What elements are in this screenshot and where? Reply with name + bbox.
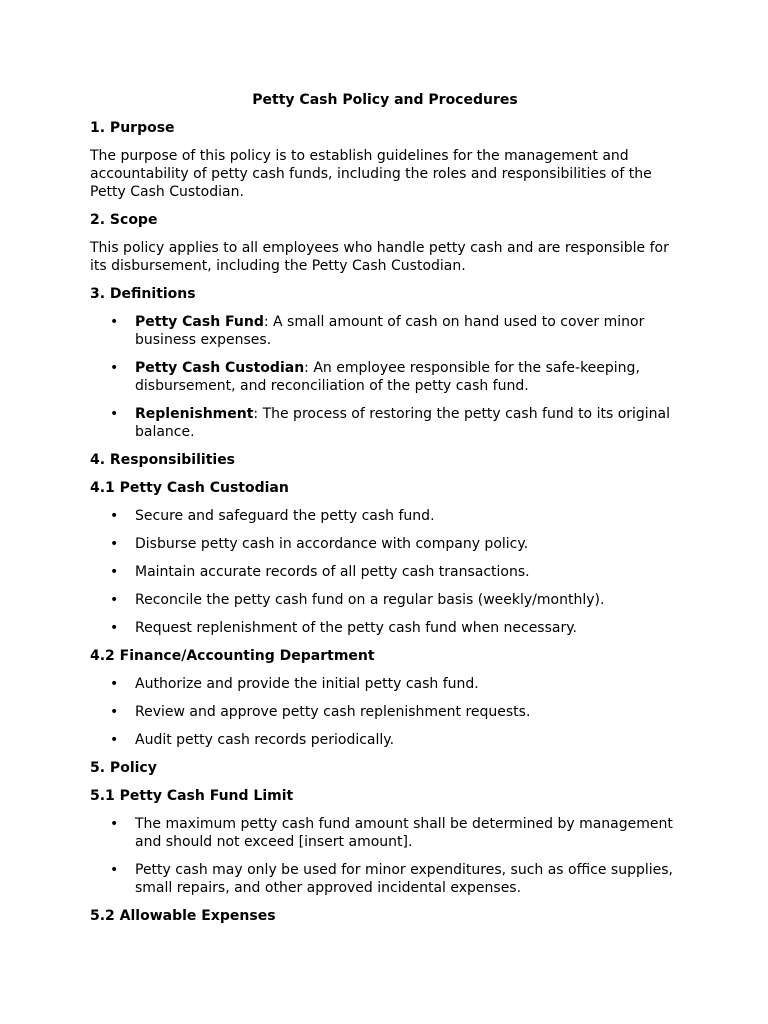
definition-text: : The process of restoring the petty cash fund to its original balance. <box>135 406 671 440</box>
definition-item <box>90 405 680 441</box>
document-title: Petty Cash Policy and Procedures <box>252 92 518 108</box>
list-item-text: Reconcile the petty cash fund on a regular basis (weekly/monthly). <box>135 592 605 608</box>
bullet-icon: • <box>110 816 119 832</box>
list-item-text: Authorize and provide the initial petty cash fund. <box>135 676 479 692</box>
list-item-text: Disburse petty cash in accordance with company policy. <box>135 536 529 552</box>
list-item <box>90 591 680 609</box>
list-item <box>90 703 680 721</box>
finance-responsibilities-list <box>90 675 680 749</box>
definition-term: Replenishment <box>135 406 254 422</box>
definition-term: Petty Cash Custodian <box>135 360 305 376</box>
bullet-icon: • <box>110 862 119 878</box>
list-item <box>90 731 680 749</box>
list-item-text: Petty cash may only be used for minor expenditures, such as office supplies, small repairs, and other approved incidental expenses. <box>135 862 673 896</box>
list-item <box>90 675 680 693</box>
definitions-list <box>90 313 680 441</box>
section-heading-definitions: 3. Definitions <box>90 286 196 302</box>
subsection-heading-custodian: 4.1 Petty Cash Custodian <box>90 480 289 496</box>
list-item-text: Maintain accurate records of all petty cash transactions. <box>135 564 530 580</box>
bullet-icon: • <box>110 360 119 376</box>
section-heading-scope: 2. Scope <box>90 212 158 228</box>
custodian-responsibilities-list <box>90 507 680 637</box>
list-item-text: Audit petty cash records periodically. <box>135 732 395 748</box>
section-heading-responsibilities: 4. Responsibilities <box>90 452 236 468</box>
definition-text: : An employee responsible for the safe-keeping, disbursement, and reconciliation of the petty cash fund. <box>135 360 640 394</box>
definition-item <box>90 313 680 349</box>
subsection-heading-allowable-expenses: 5.2 Allowable Expenses <box>90 908 276 924</box>
bullet-icon: • <box>110 564 119 580</box>
list-item <box>90 861 680 897</box>
subsection-heading-fund-limit: 5.1 Petty Cash Fund Limit <box>90 788 294 804</box>
bullet-icon: • <box>110 314 119 330</box>
bullet-icon: • <box>110 406 119 422</box>
list-item-text: Review and approve petty cash replenishment requests. <box>135 704 531 720</box>
bullet-icon: • <box>110 536 119 552</box>
list-item-text: Request replenishment of the petty cash fund when necessary. <box>135 620 577 636</box>
list-item <box>90 535 680 553</box>
bullet-icon: • <box>110 676 119 692</box>
purpose-paragraph: The purpose of this policy is to establish guidelines for the management and accountability of petty cash funds, including the roles and responsibilities of the Petty Cash Custodian. <box>90 148 652 200</box>
bullet-icon: • <box>110 704 119 720</box>
definition-item <box>90 359 680 395</box>
subsection-heading-finance: 4.2 Finance/Accounting Department <box>90 648 375 664</box>
fund-limit-list <box>90 815 680 897</box>
list-item-text: Secure and safeguard the petty cash fund. <box>135 508 435 524</box>
list-item <box>90 507 680 525</box>
list-item-text: The maximum petty cash fund amount shall be determined by management and should not exceed [insert amount]. <box>135 816 673 850</box>
definition-term: Petty Cash Fund <box>135 314 264 330</box>
definition-text: : A small amount of cash on hand used to cover minor business expenses. <box>135 314 645 348</box>
list-item <box>90 619 680 637</box>
bullet-icon: • <box>110 508 119 524</box>
section-heading-purpose: 1. Purpose <box>90 120 175 136</box>
scope-paragraph: This policy applies to all employees who handle petty cash and are responsible for its disbursement, including the Petty Cash Custodian. <box>90 240 669 274</box>
bullet-icon: • <box>110 732 119 748</box>
bullet-icon: • <box>110 592 119 608</box>
list-item <box>90 563 680 581</box>
section-heading-policy: 5. Policy <box>90 760 157 776</box>
bullet-icon: • <box>110 620 119 636</box>
document-page <box>90 91 680 935</box>
list-item <box>90 815 680 851</box>
